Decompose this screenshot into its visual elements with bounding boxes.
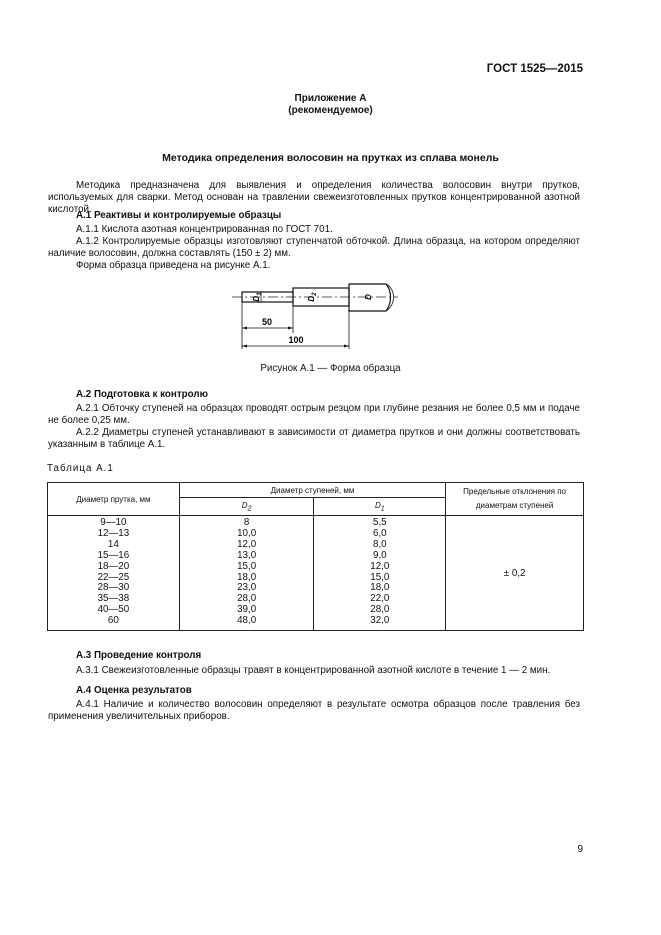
table-cell-d2: 10,0: [237, 527, 257, 539]
document-title: Методика определения волосовин на прутках из сплава монель: [162, 152, 499, 164]
appendix-status: (рекомендуемое): [288, 105, 373, 116]
header-step-diameter: Диаметр ступеней, мм: [179, 483, 445, 498]
column-d1: [314, 516, 446, 631]
arrow-50-left: [242, 327, 247, 330]
table-cell-diameter: 14: [107, 538, 119, 550]
column-d2: [179, 516, 314, 631]
section-a2-heading: А.2 Подготовка к контролю: [76, 389, 208, 400]
svg-text:D: D: [364, 294, 373, 300]
section-a3-p1: А.3.1 Свежеизготовленные образцы травят в концентрированной азотной кислоте в течение 1 — 2 мин.: [76, 665, 551, 676]
header-tolerance: Предельные отклонения по диаметрам ступеней: [446, 483, 584, 516]
table-cell-d1: 15,0: [370, 571, 390, 583]
break-line: [386, 284, 394, 311]
section-a4-heading: А.4 Оценка результатов: [76, 685, 192, 696]
sample-shape-figure: [230, 283, 410, 353]
page-number: 9: [577, 844, 583, 855]
table-cell-diameter: 35—38: [97, 593, 130, 605]
table-cell-d1: 9,0: [373, 549, 387, 561]
label-d: [364, 294, 373, 300]
table-cell-diameter: 60: [107, 615, 119, 627]
arrow-50-right: [288, 327, 293, 330]
section-a2-p2: А.2.2 Диаметры ступеней устанавливают в зависимости от диаметра прутков и они должны соответствовать указанным в таблице А.1.: [48, 427, 580, 451]
label-d1: [252, 291, 263, 303]
table-cell-d1: 8,0: [373, 538, 387, 550]
section-a1-p2: А.1.2 Контролируемые образцы изготовляют ступенчатой обточкой. Длина образца, на котором определяют наличие волосовин, должна составлять (150 ± 2) мм.: [48, 236, 580, 260]
table-cell-diameter: 40—50: [97, 604, 130, 616]
table-a1: [47, 482, 584, 631]
table-cell-diameter: 15—16: [97, 549, 130, 561]
section-a1-p1: А.1.1 Кислота азотная концентрированная по ГОСТ 701.: [76, 224, 333, 235]
section-a3-heading: А.3 Проведение контроля: [76, 650, 202, 661]
tolerance-cell: ± 0,2: [446, 516, 584, 631]
header-d2: $D_2$: [179, 498, 314, 516]
table-cell-diameter: 18—20: [97, 560, 130, 572]
table-cell-diameter: 12—13: [97, 527, 130, 539]
label-d2: [307, 292, 318, 302]
arrow-100-left: [242, 345, 247, 348]
svg-text:D1: $D_1$: [252, 292, 263, 302]
column-bar-diameter: [48, 516, 180, 631]
table-cell-d2: 39,0: [237, 604, 257, 616]
section-a2-p1: А.2.1 Обточку ступеней на образцах проводят острым резцом при глубине резания не более 0,5 мм и подаче не более 0,25 мм.: [48, 403, 580, 427]
table-cell-d2: 8: [243, 517, 250, 528]
section-a1-p3: Форма образца приведена на рисунке А.1.: [76, 260, 271, 271]
intro-paragraph: Методика предназначена для выявления и определения количества волосовин внутри прутков, используемых для сварки. Метод основан на травлении свежеизготовленных прутков концентрированной азотной кислотой.: [48, 180, 580, 216]
dimension-50: 50: [261, 317, 273, 327]
table-cell-d1: 28,0: [370, 604, 390, 616]
table-label: Таблица А.1: [47, 463, 114, 474]
arrow-100-right: [344, 345, 349, 348]
table-cell-d2: 28,0: [237, 593, 257, 605]
table-cell-d2: 18,0: [237, 571, 257, 583]
table-cell-d1: 32,0: [370, 615, 390, 627]
table-cell-d2: 48,0: [237, 615, 257, 627]
standard-number: ГОСТ 1525—2015: [486, 63, 583, 75]
table-cell-d2: 15,0: [237, 560, 257, 572]
table-cell-diameter: 22—25: [97, 571, 130, 583]
table-cell-d1: 5,5: [373, 517, 387, 528]
header-bar-diameter: Диаметр прутка, мм: [48, 483, 180, 516]
table-cell-d1: 6,0: [373, 527, 387, 539]
header-d1: $D_1$: [314, 498, 446, 516]
appendix-title: Приложение А: [294, 93, 367, 104]
section-a4-p1: А.4.1 Наличие и количество волосовин определяют в результате осмотра образцов после травления без применения увеличительных приборов.: [48, 699, 580, 723]
table-cell-d2: 13,0: [237, 549, 257, 561]
svg-text:D2: $D_2$: [307, 292, 318, 302]
dimension-100: 100: [288, 335, 304, 345]
table-cell-d2: 23,0: [237, 582, 257, 594]
table-cell-d1: 18,0: [370, 582, 390, 594]
table-cell-diameter: 9—10: [100, 517, 127, 528]
table-cell-diameter: 28—30: [97, 582, 130, 594]
section-a1-heading: А.1 Реактивы и контролируемые образцы: [76, 210, 282, 221]
table-cell-d1: 22,0: [370, 593, 390, 605]
table-cell-d1: 12,0: [370, 560, 390, 572]
step-d1: [242, 292, 293, 302]
table-cell-d2: 12,0: [237, 538, 257, 550]
figure-caption: Рисунок А.1 — Форма образца: [260, 363, 401, 374]
